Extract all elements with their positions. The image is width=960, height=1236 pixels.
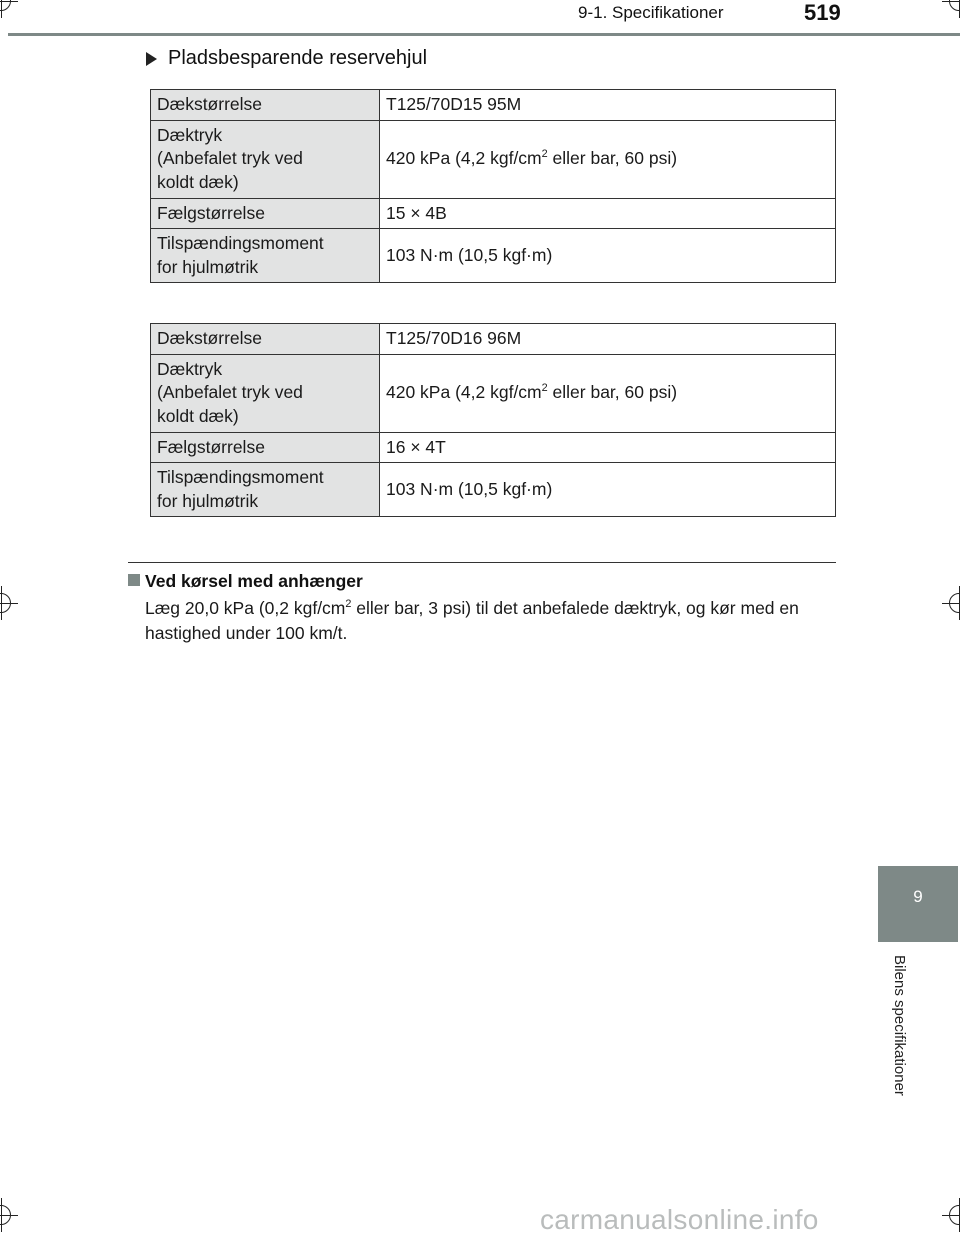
pressure-value-suffix: eller bar, 60 psi) — [547, 148, 678, 169]
table-row — [151, 324, 836, 355]
note-text — [145, 596, 835, 645]
crop-mark-bottom-right — [949, 1205, 960, 1225]
crop-mark-top-left — [0, 0, 11, 11]
crop-mark-top-right — [949, 0, 960, 11]
pressure-unit-superscript: 2 — [541, 382, 548, 395]
chapter-tab-label: Bilens specifikationer — [891, 955, 908, 1096]
table-row — [151, 432, 836, 463]
table-row — [151, 198, 836, 229]
pressure-value-text: 420 kPa (4,2 kgf/cm — [386, 382, 542, 403]
row-value-tire-pressure — [380, 120, 836, 198]
row-label-tire-size: Dækstørrelse — [151, 90, 380, 121]
row-value-rim-size: 15 × 4B — [380, 198, 836, 229]
crop-mark-mid-right — [949, 593, 960, 613]
row-label-nut-torque: Tilspændingsmoment for hjulmøtrik — [151, 463, 380, 517]
row-label-nut-torque: Tilspændingsmoment for hjulmøtrik — [151, 229, 380, 283]
row-value-nut-torque: 103 N·m (10,5 kgf·m) — [380, 229, 836, 283]
table-row — [151, 120, 836, 198]
row-value-rim-size: 16 × 4T — [380, 432, 836, 463]
crop-mark-mid-left — [0, 593, 11, 613]
subsection-title: Pladsbesparende reservehjul — [168, 47, 428, 69]
row-value-tire-pressure — [380, 354, 836, 432]
square-bullet-icon — [128, 574, 140, 586]
triangle-bullet-icon — [146, 52, 157, 66]
row-value-tire-size: T125/70D15 95M — [380, 90, 836, 121]
note-unit-superscript: 2 — [345, 598, 352, 611]
header-section-title: 9-1. Specifikationer — [578, 3, 724, 22]
pressure-value-suffix: eller bar, 60 psi) — [547, 382, 678, 403]
row-value-tire-size: T125/70D16 96M — [380, 324, 836, 355]
note-text-start: Læg 20,0 kPa (0,2 kgf/cm — [145, 598, 346, 618]
note-title: Ved kørsel med anhænger — [145, 571, 363, 591]
watermark: carmanualsonline.info — [540, 1204, 819, 1235]
spec-table-16 — [150, 323, 836, 517]
chapter-tab-number: 9 — [913, 887, 923, 906]
page-number: 519 — [804, 0, 841, 25]
row-label-rim-size: Fælgstørrelse — [151, 198, 380, 229]
row-label-tire-pressure: Dæktryk (Anbefalet tryk ved koldt dæk) — [151, 354, 380, 432]
row-label-rim-size: Fælgstørrelse — [151, 432, 380, 463]
section-divider — [128, 562, 836, 563]
row-value-nut-torque: 103 N·m (10,5 kgf·m) — [380, 463, 836, 517]
row-label-tire-size: Dækstørrelse — [151, 324, 380, 355]
table-row — [151, 354, 836, 432]
table-row — [151, 463, 836, 517]
pressure-unit-superscript: 2 — [541, 148, 548, 161]
table-row — [151, 229, 836, 283]
spec-table-15 — [150, 89, 836, 283]
crop-mark-bottom-left — [0, 1205, 11, 1225]
header-rule — [8, 33, 960, 36]
table-row — [151, 90, 836, 121]
row-label-tire-pressure: Dæktryk (Anbefalet tryk ved koldt dæk) — [151, 120, 380, 198]
pressure-value-text: 420 kPa (4,2 kgf/cm — [386, 148, 542, 169]
note-text-end: eller bar, 3 psi) til det anbefalede dæktryk, og kør med en hastighed under 100 km/t. — [145, 598, 799, 643]
